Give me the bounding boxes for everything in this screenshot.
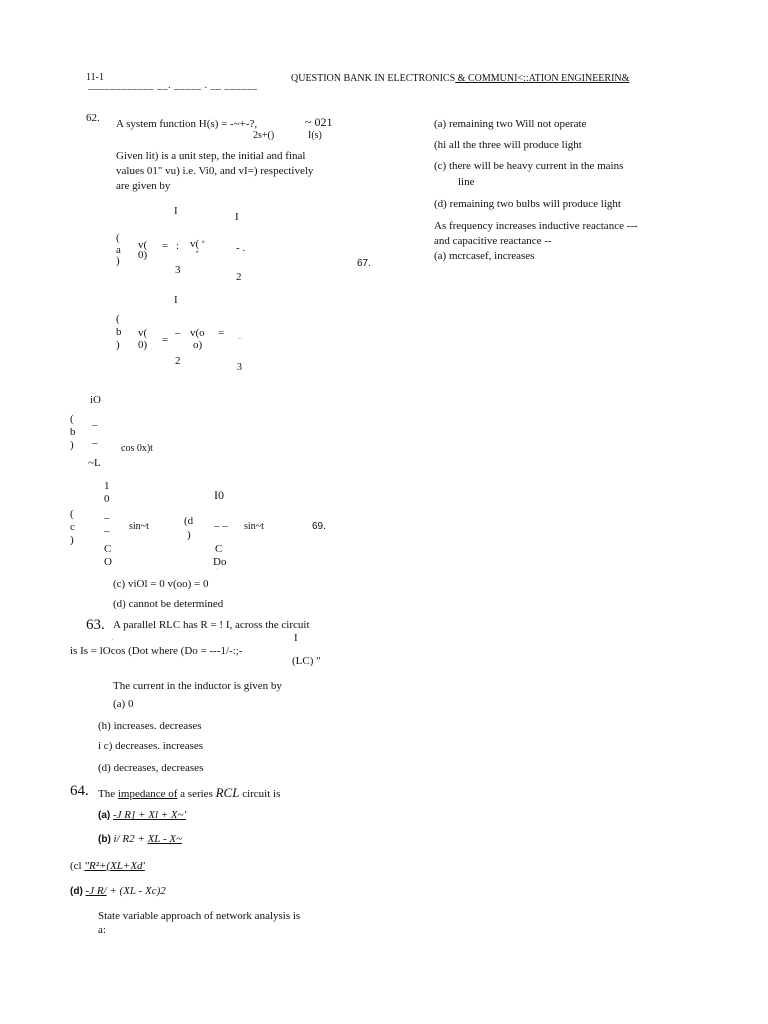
frag-sin1: sin~t	[129, 521, 149, 532]
frag-dashes-a: –	[104, 512, 110, 524]
frag-lo: I0	[214, 488, 224, 502]
q63-line3: The current in the inductor is given by	[113, 680, 282, 692]
q64-option-c	[70, 860, 145, 873]
frag-b-paren-close: )	[70, 439, 74, 451]
q63-option-h: (h) increases. decreases	[98, 720, 202, 732]
q64-text-underlined: impedance of	[117, 788, 178, 800]
q62-stem-right: ~ 021	[305, 115, 333, 129]
q64-b-label: (b)	[98, 834, 114, 845]
frag-do2: Do	[213, 556, 227, 568]
q64-text-mid: a series	[177, 788, 216, 800]
q64-d-label: (d)	[70, 886, 86, 897]
q62-line2: Given lit) is a unit step, the initial and final	[116, 150, 306, 162]
q63-number: 63.	[86, 617, 105, 633]
q64-d-value: + (XL - Xc)2	[106, 885, 166, 897]
state-variable-line1: State variable approach of network analysis is	[98, 910, 301, 922]
q64-option-a	[98, 809, 186, 822]
q62-b-num2: 3	[237, 362, 242, 373]
frag-io: iO	[90, 394, 101, 406]
q63-option-d: (d) decreases, decreases	[98, 762, 204, 774]
q64-c-label: (cl	[70, 860, 85, 872]
q62-b-num1: 2	[175, 355, 181, 367]
q62-a-num1: 3	[175, 264, 181, 276]
frag-dash2: –	[92, 437, 98, 449]
header-title	[291, 73, 629, 85]
q64-option-d	[70, 885, 166, 898]
q64-a-value: -J R] + Xl + X~'	[113, 809, 186, 821]
q64-text-pre: The	[98, 788, 118, 800]
frag-cos: cos 0x)t	[121, 443, 153, 454]
q62-b-dash: –	[175, 327, 181, 339]
q62-b-paren-close: )	[116, 339, 120, 351]
q62-b-letter: b	[116, 326, 122, 338]
frag-sin2: sin~t	[244, 521, 264, 532]
frag-d-close: )	[187, 529, 191, 541]
frag-c-paren-open: (	[70, 508, 74, 520]
q62-a-v0b: 0)	[138, 249, 148, 261]
frag-zero: 0	[104, 493, 110, 505]
frag-dash1: –	[92, 419, 98, 431]
q62-a-num2: 2	[236, 271, 242, 283]
header-title-tail: & COMMUNI<::ATION ENGINEERIN&	[455, 73, 630, 84]
q62-a-letter: a	[116, 244, 121, 256]
freq-question-line1: As frequency increases inductive reactance ---	[434, 220, 638, 232]
frag-dashes-b: –	[104, 525, 110, 537]
q62-b-v0b: 0)	[138, 339, 148, 351]
q62-a-eq: =	[162, 240, 169, 252]
frag-b-paren-open: (	[70, 413, 74, 425]
question-69-number: 69.	[312, 521, 326, 532]
q62-den2: I(s)	[308, 130, 322, 141]
question-67-number: 67.	[357, 258, 371, 269]
frag-d-paren: (d	[184, 515, 194, 527]
q64-number: 64.	[70, 783, 89, 799]
q62-a-bar1: I	[174, 205, 178, 217]
q63-text: A parallel RLC has R = ! I, across the circuit	[113, 619, 310, 631]
q62-a-tail: - .	[236, 242, 246, 254]
q62-option-d: (d) cannot be determined	[113, 598, 224, 610]
q62-b-paren-open: (	[116, 313, 120, 325]
q64-b-value-u: XL - X~	[147, 833, 183, 845]
q63-lc: (LC) "	[292, 655, 321, 667]
q63-line2: is Is = lOcos (Dot where (Do = ---1/-:;-	[70, 645, 243, 657]
page-number: 11-1	[86, 72, 104, 83]
q62-b-vo: v(o	[190, 327, 205, 339]
q62-a-bar2: I	[235, 211, 239, 223]
q62-den1: 2s+()	[253, 130, 275, 141]
q62-b-v0: v(	[138, 327, 148, 339]
q63-option-a: (a) 0	[113, 698, 134, 710]
frag-b-letter: b	[70, 426, 76, 438]
q64-text-rcl: RCL	[215, 785, 240, 800]
frag-c-letter: c	[70, 521, 75, 533]
q63-bar: I	[294, 632, 298, 644]
q63-tick: .	[112, 637, 114, 642]
q62-b-bar: I	[174, 294, 178, 306]
freq-question-line2: and capacitive reactance --	[434, 235, 552, 247]
frag-dd: – –	[214, 520, 228, 532]
q64-c-value: "R²+(XL+Xd'	[84, 860, 145, 872]
q62-b-eq2: =	[218, 327, 225, 339]
q64-a-label: (a)	[98, 810, 113, 821]
q62-b-dots: ...	[238, 336, 242, 341]
q64-option-b	[98, 833, 182, 846]
q62-a-tiny2: o	[196, 250, 199, 255]
state-variable-line2: a:	[98, 924, 106, 936]
q62-line3: values 01" vu) i.e. Vi0, and vI=) respectively	[116, 165, 314, 177]
q64-text	[98, 785, 280, 801]
frag-c1: C	[104, 543, 112, 555]
q62-a-v0: v(	[138, 239, 148, 251]
right-option-c: (c) there will be heavy current in the mains	[434, 160, 624, 172]
frag-o1: O	[104, 556, 112, 568]
header-rule: ____________ __. _____ . __ ______	[88, 80, 258, 91]
right-option-hi: (hi all the three will produce light	[434, 139, 582, 151]
freq-option-a: (a) mcrcasef, increases	[434, 250, 535, 262]
q62-number: 62.	[86, 112, 100, 124]
q62-stem: A system function H(s) = -~+-?,	[116, 118, 258, 130]
right-option-a: (a) remaining two Will not operate	[434, 118, 587, 130]
q64-d-value-u: -J R/	[85, 885, 107, 897]
q62-line4: are given by	[116, 180, 171, 192]
right-option-c-cont: line	[458, 176, 475, 188]
q62-b-eq1: =	[162, 334, 169, 346]
q62-a-paren-close: )	[116, 255, 120, 267]
frag-one: 1	[104, 480, 110, 492]
frag-tick: '	[217, 569, 218, 574]
frag-c2: C	[215, 543, 223, 555]
q62-a-paren-open: (	[116, 232, 120, 244]
frag-l-symbol: ~L	[88, 457, 101, 469]
q64-text-end: circuit is	[239, 788, 281, 800]
frag-c-paren-close: )	[70, 534, 74, 546]
q64-b-value: i/ R2 +	[113, 833, 148, 845]
q62-a-tiny1: o	[202, 240, 205, 245]
q62-a-colon: :	[176, 240, 180, 252]
right-option-d: (d) remaining two bulbs will produce light	[434, 198, 621, 210]
q62-b-vo2: o)	[193, 339, 203, 351]
q63-option-i: i c) decreases. increases	[98, 740, 204, 752]
q62-option-c: (c) viOl = 0 v(oo) = 0	[113, 578, 209, 590]
q62-a-vinf: v(	[190, 238, 200, 250]
header-title-main: QUESTION BANK IN ELECTRONICS	[291, 73, 456, 84]
